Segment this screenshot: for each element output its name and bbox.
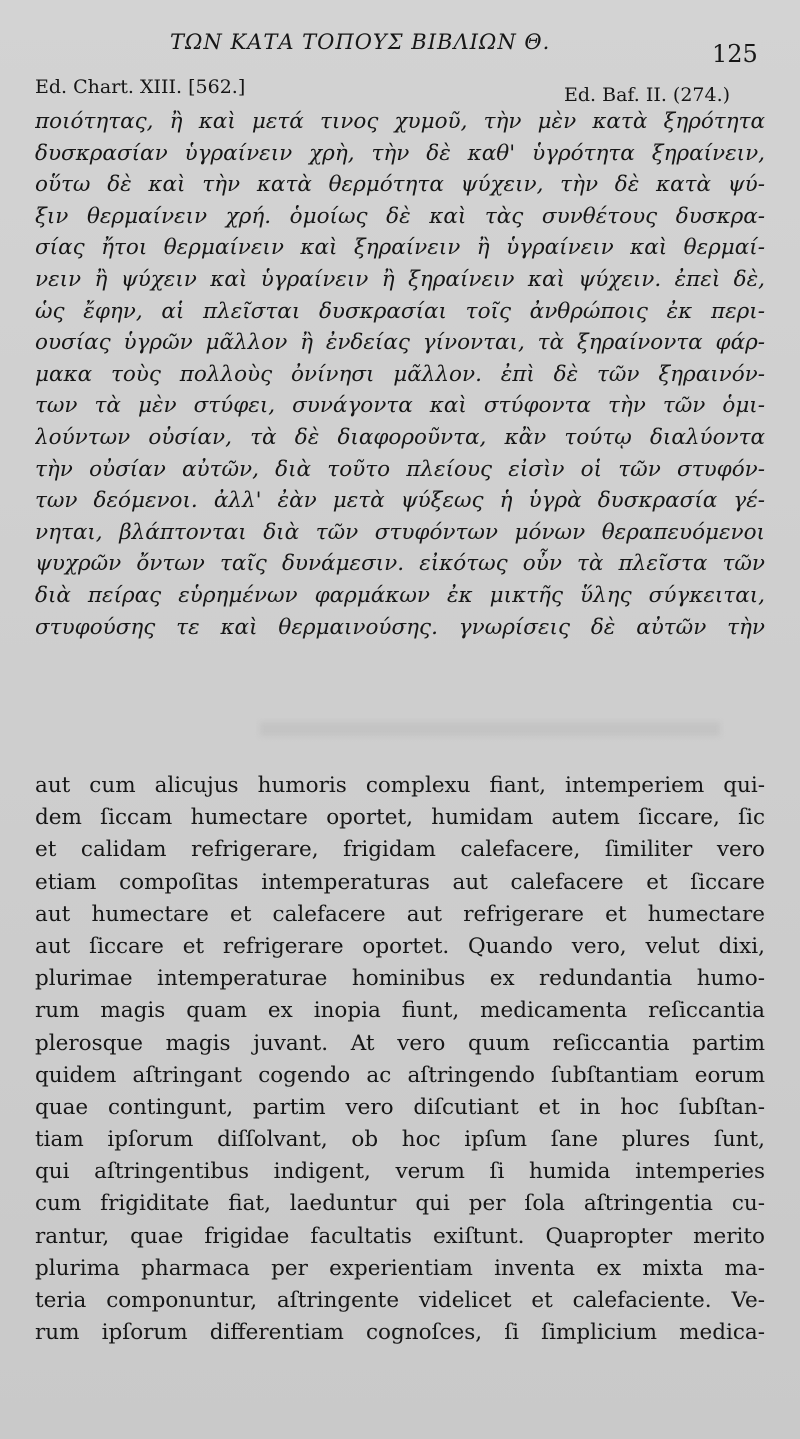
- running-title: ΤΩΝ ΚΑΤΑ ΤΟΠΟΥΣ ΒΙΒΛΙΩΝ Θ.: [170, 30, 551, 54]
- greek-line: ποιότητας, ἢ καὶ μετά τινος χυμοῦ, τὴν μὲν κατὰ ξηρότητα: [35, 109, 765, 134]
- latin-line: qui aſtringentibus indigent, verum ſi humida intemperies: [35, 1159, 765, 1185]
- latin-line: quae contingunt, partim vero diſcutiant et in hoc ſubſtan-: [35, 1094, 765, 1120]
- page-number: 125: [712, 40, 758, 68]
- greek-line: ουσίας ὑγρῶν μᾶλλον ἢ ἐνδείας γίνονται, τὰ ξηραίνοντα φάρ-: [35, 330, 765, 356]
- latin-line: et calidam refrigerare, frigidam calefacere, ſimiliter vero: [35, 837, 765, 863]
- greek-line: νηται, βλάπτονται διὰ τῶν στυφόντων μόνων θεραπευόμενοι: [35, 519, 765, 545]
- greek-line: διὰ πείρας εὑρημένων φαρμάκων ἐκ μικτῆς ὕλης σύγκειται,: [35, 582, 765, 608]
- edition-chartier: Ed. Chart. XIII. [562.]: [35, 76, 246, 98]
- greek-line: ὡς ἔφην, αἱ πλεῖσται δυσκρασίαι τοῖς ἀνθρώποις ἐκ περι-: [35, 298, 765, 324]
- latin-line: etiam compoſitas intemperaturas aut calefacere et ſiccare: [35, 869, 765, 895]
- latin-line: cum frigiditate fiat, laeduntur qui per ſola aſtringentia cu-: [35, 1191, 765, 1217]
- latin-line: quidem aſtringant cogendo ac aſtringendo ſubſtantiam eorum: [35, 1062, 765, 1088]
- greek-line: ψυχρῶν ὄντων ταῖς δυνάμεσιν. εἰκότως οὖν τὰ πλεῖστα τῶν: [35, 551, 765, 577]
- latin-line: aut humectare et calefacere aut refrigerare et humectare: [35, 901, 765, 927]
- greek-text-block: [35, 106, 765, 643]
- greek-line: στυφούσης τε καὶ θερμαινούσης. γνωρίσεις δὲ αὐτῶν τὴν: [35, 614, 765, 640]
- greek-line: λούντων οὐσίαν, τὰ δὲ διαφορoῦντα, κἂν τούτῳ διαλύοντα: [35, 424, 765, 450]
- latin-line: dem ſiccam humectare oportet, humidam autem ſiccare, ſic: [35, 805, 765, 831]
- latin-line: tiam ipſorum diſſolvant, ob hoc ipſum ſane plures ſunt,: [35, 1127, 765, 1153]
- latin-line: teria componuntur, aſtringente videlicet et calefaciente. Ve-: [35, 1288, 765, 1313]
- greek-line: ξιν θερμαίνειν χρή. ὁμοίως δὲ καὶ τὰς συνθέτους δυσκρα-: [35, 203, 765, 229]
- latin-line: rum magis quam ex inopia fiunt, medicamenta reſiccantia: [35, 998, 765, 1024]
- edition-basel: Ed. Baf. II. (274.): [564, 84, 731, 106]
- latin-line: rum ipſorum differentiam cognoſces, ſi ſimplicium medica-: [35, 1320, 765, 1346]
- greek-line: των δεόμενοι. ἀλλ' ἐὰν μετὰ ψύξεως ἡ ὑγρὰ δυσκρασία γέ-: [35, 488, 765, 514]
- greek-line: νειν ἢ ψύχειν καὶ ὑγραίνειν ἢ ξηραίνειν καὶ ψύχειν. ἐπεὶ δὲ,: [35, 266, 765, 292]
- greek-line: τὴν οὐσίαν αὐτῶν, διὰ τοῦτο πλείους εἰσὶν οἱ τῶν στυφόν-: [35, 456, 765, 482]
- latin-line: plurimae intemperaturae hominibus ex redundantia humo-: [35, 966, 765, 992]
- latin-line: aut ſiccare et refrigerare oportet. Quando vero, velut dixi,: [35, 933, 765, 959]
- edition-references: [0, 76, 800, 106]
- greek-line: μακα τοὺς πολλοὺς ὀνίνησι μᾶλλον. ἐπὶ δὲ τῶν ξηραινόν-: [35, 361, 765, 387]
- latin-line: plerosque magis juvant. At vero quum reſiccantia partim: [35, 1030, 765, 1056]
- greek-line: σίας ἤτοι θερμαίνειν καὶ ξηραίνειν ἢ ὑγραίνειν καὶ θερμαί-: [35, 235, 765, 261]
- greek-line: δυσκρασίαν ὑγραίνειν χρὴ, τὴν δὲ καθ' ὑγρότητα ξηραίνειν,: [35, 140, 765, 166]
- greek-line: οὕτω δὲ καὶ τὴν κατὰ θερμότητα ψύχειν, τὴν δὲ κατὰ ψύ-: [35, 172, 765, 198]
- bleed-through-shadow: [260, 722, 720, 736]
- latin-line: aut cum alicujus humoris complexu fiant, intemperiem qui-: [35, 773, 765, 798]
- latin-line: rantur, quae frigidae facultatis exiſtunt. Quapropter merito: [35, 1223, 765, 1249]
- greek-line: των τὰ μὲν στύφει, συνάγοντα καὶ στύφοντα τὴν τῶν ὁμι-: [35, 393, 765, 419]
- latin-line: plurima pharmaca per experientiam inventa ex mixta ma-: [35, 1255, 765, 1281]
- latin-text-block: [35, 770, 765, 1349]
- running-head: [0, 26, 800, 66]
